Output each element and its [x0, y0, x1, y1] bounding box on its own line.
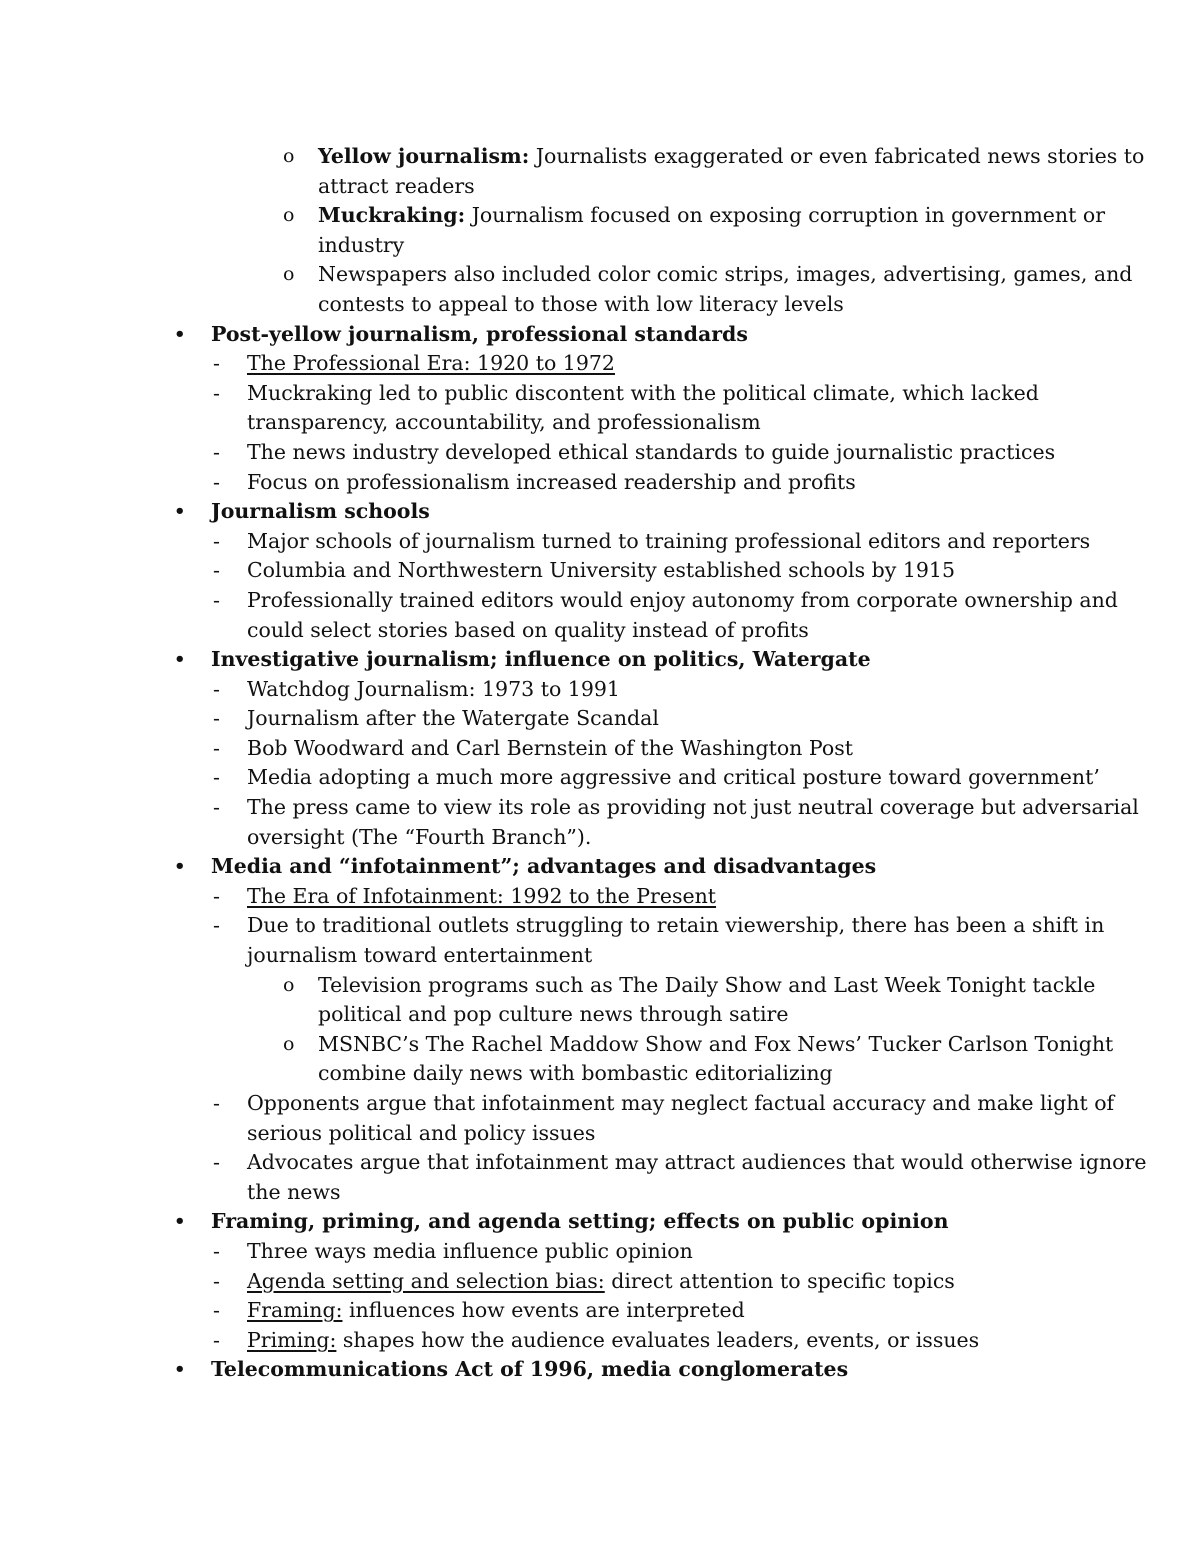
bullet-icon: • [174, 1211, 186, 1233]
item-text: direct attention to specific topics [604, 1268, 955, 1293]
era-label: The Professional Era: 1920 to 1972 [247, 351, 615, 376]
item-text: serious political and policy issues [247, 1120, 596, 1145]
item-text: Three ways media influence public opinion [247, 1238, 693, 1263]
item-text: Bob Woodward and Carl Bernstein of the Washington Post [247, 735, 853, 760]
term-priming: Priming: [247, 1327, 337, 1352]
list-item [0, 468, 1200, 498]
item-text: Columbia and Northwestern University established schools by 1915 [247, 558, 955, 583]
list-item [0, 1326, 1200, 1356]
term-yellow-journalism: Yellow journalism: [318, 144, 530, 168]
sub-item-continuation [0, 290, 1200, 320]
dash-icon: - [213, 1268, 220, 1293]
dash-icon: - [213, 380, 220, 405]
list-item-continuation [0, 941, 1200, 971]
item-text: Professionally trained editors would enjoy autonomy from corporate ownership and [247, 587, 1118, 612]
list-item-continuation [0, 408, 1200, 438]
item-text: shapes how the audience evaluates leaders, events, or issues [336, 1327, 980, 1352]
list-item [0, 763, 1200, 793]
list-item [0, 704, 1200, 734]
item-text: could select stories based on quality instead of profits [247, 617, 809, 642]
list-item [0, 1267, 1200, 1297]
item-text: Due to traditional outlets struggling to retain viewership, there has been a shift in [247, 913, 1105, 938]
list-item [0, 675, 1200, 705]
list-item [0, 882, 1200, 912]
dash-icon: - [213, 1327, 220, 1352]
heading-text: Media and “infotainment”; advantages and disadvantages [211, 854, 877, 879]
item-text: industry [318, 232, 405, 257]
heading-text: Framing, priming, and agenda setting; effects on public opinion [211, 1209, 949, 1234]
dash-icon: - [213, 1150, 220, 1175]
sub-item [0, 971, 1200, 1001]
list-item-continuation [0, 1178, 1200, 1208]
dash-icon: - [213, 528, 220, 553]
list-item-continuation [0, 616, 1200, 646]
item-text: Media adopting a much more aggressive and critical posture toward government’ [247, 765, 1100, 790]
section-heading-professional-standards [0, 320, 1200, 350]
item-text: Journalists exaggerated or even fabricated news stories to [529, 144, 1145, 168]
item-text: Advocates argue that infotainment may attract audiences that would otherwise ignore [247, 1150, 1147, 1175]
item-text: oversight (The “Fourth Branch”). [247, 824, 592, 849]
list-item [0, 734, 1200, 764]
sub-item [0, 1030, 1200, 1060]
bullet-icon: • [174, 856, 186, 878]
item-text: The press came to view its role as providing not just neutral coverage but adversarial [247, 795, 1139, 820]
term-muckraking: Muckraking: [318, 203, 466, 228]
item-text: MSNBC’s The Rachel Maddow Show and Fox News’ Tucker Carlson Tonight [318, 1031, 1114, 1056]
bullet-icon: • [174, 323, 186, 345]
section-heading-framing-priming [0, 1207, 1200, 1237]
list-item [0, 586, 1200, 616]
item-text: the news [247, 1179, 341, 1204]
sub-item-continuation [0, 1059, 1200, 1089]
dash-icon: - [213, 795, 220, 820]
item-text: Watchdog Journalism: 1973 to 1991 [247, 676, 620, 701]
list-item [0, 527, 1200, 557]
dash-icon: - [213, 913, 220, 938]
circle-bullet-icon: o [283, 204, 295, 227]
item-text: transparency, accountability, and professionalism [247, 410, 761, 435]
circle-bullet-icon: o [283, 1032, 295, 1055]
sub-item-continuation [0, 231, 1200, 261]
list-item [0, 349, 1200, 379]
section-heading-infotainment [0, 852, 1200, 882]
item-text: Newspapers also included color comic strips, images, advertising, games, and [318, 262, 1133, 287]
item-text: The news industry developed ethical standards to guide journalistic practices [247, 439, 1056, 464]
bullet-icon: • [174, 1359, 186, 1381]
dash-icon: - [213, 706, 220, 731]
item-text: Major schools of journalism turned to training professional editors and reporters [247, 528, 1091, 553]
list-item-continuation [0, 1119, 1200, 1149]
dash-icon: - [213, 735, 220, 760]
list-item [0, 1237, 1200, 1267]
sub-item-muckraking [0, 201, 1200, 231]
section-heading-investigative-journalism [0, 645, 1200, 675]
list-item [0, 438, 1200, 468]
item-text: contests to appeal to those with low literacy levels [318, 291, 844, 316]
dash-icon: - [213, 469, 220, 494]
list-item [0, 1296, 1200, 1326]
list-item-continuation [0, 823, 1200, 853]
bullet-icon: • [174, 649, 186, 671]
item-text: journalism toward entertainment [247, 943, 593, 968]
dash-icon: - [213, 439, 220, 464]
item-text: political and pop culture news through satire [318, 1002, 789, 1027]
era-label: The Era of Infotainment: 1992 to the Present [247, 883, 717, 908]
list-item [0, 793, 1200, 823]
section-heading-telecommunications-act [0, 1355, 1200, 1385]
heading-text: Post-yellow journalism, professional standards [211, 321, 748, 346]
item-text: Opponents argue that infotainment may neglect factual accuracy and make light of [247, 1091, 1115, 1115]
section-heading-journalism-schools [0, 497, 1200, 527]
heading-text: Telecommunications Act of 1996, media conglomerates [211, 1357, 849, 1382]
sub-item-yellow-journalism [0, 142, 1200, 172]
dash-icon: - [213, 883, 220, 908]
item-text: Focus on professionalism increased readership and profits [247, 469, 856, 494]
dash-icon: - [213, 351, 220, 376]
item-text: Journalism focused on exposing corruption in government or [465, 203, 1106, 228]
bullet-icon: • [174, 501, 186, 523]
sub-item-newspapers [0, 260, 1200, 290]
item-text: Journalism after the Watergate Scandal [247, 706, 659, 731]
list-item [0, 1148, 1200, 1178]
sub-item-continuation [0, 172, 1200, 202]
list-item [0, 556, 1200, 586]
circle-bullet-icon: o [283, 263, 295, 286]
dash-icon: - [213, 1298, 220, 1323]
sub-item-continuation [0, 1000, 1200, 1030]
list-item [0, 379, 1200, 409]
dash-icon: - [213, 1091, 220, 1115]
list-item [0, 1089, 1200, 1119]
item-text: combine daily news with bombastic editorializing [318, 1061, 833, 1086]
circle-bullet-icon: o [283, 973, 295, 996]
notes-outline [0, 142, 1200, 1385]
item-text: attract readers [318, 173, 475, 198]
dash-icon: - [213, 587, 220, 612]
item-text: Television programs such as The Daily Show and Last Week Tonight tackle [318, 972, 1096, 997]
item-text: Muckraking led to public discontent with the political climate, which lacked [247, 380, 1039, 405]
heading-text: Investigative journalism; influence on politics, Watergate [211, 647, 871, 672]
term-agenda-setting: Agenda setting and selection bias: [247, 1268, 605, 1293]
dash-icon: - [213, 558, 220, 583]
dash-icon: - [213, 765, 220, 790]
circle-bullet-icon: o [283, 145, 295, 167]
item-text: influences how events are interpreted [342, 1298, 745, 1323]
term-framing: Framing: [247, 1298, 343, 1323]
list-item [0, 911, 1200, 941]
dash-icon: - [213, 1238, 220, 1263]
heading-text: Journalism schools [211, 499, 430, 524]
dash-icon: - [213, 676, 220, 701]
